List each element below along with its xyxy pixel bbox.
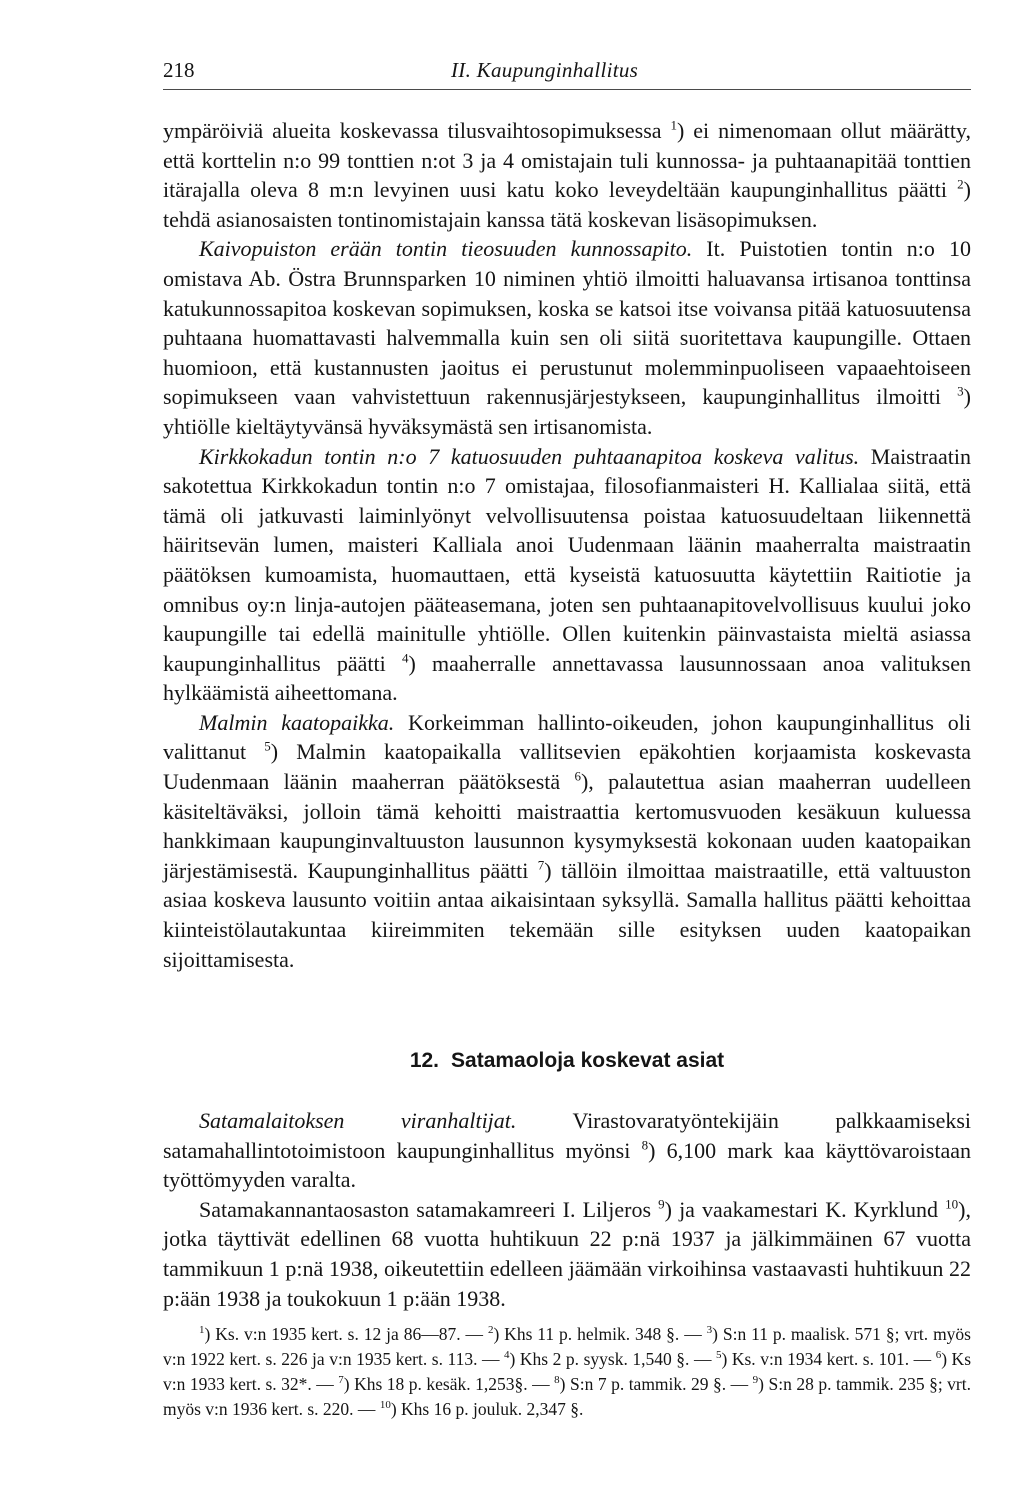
section-title: Satamaoloja koskevat asiat — [451, 1049, 725, 1072]
footnote-block: $^1$) Ks. v:n 1935 kert. s. 12 ja 86—87. — $^2$) Khs 11 p. helmik. 348 §. — $^3$) S:n 11 p. maalisk. 571 §; vrt. myös v:n 1922 kert. s. 226 ja v:n 1935 kert. s. 113. — $^4$) Khs 2 p. syysk. 1,540 §. — $^5$) Ks. v:n 1934 kert. s. 101. — $^6$) Ks v:n 1933 kert. s. 32*. — $^7$) Khs 18 p. kesäk. 1,253§. — $^8$) S:n 7 p. tammik. 29 §. — $^9$) S:n 28 p. tammik. 235 §; vrt. myös v:n 1936 kert. s. 220. — $^{10}$) Khs 16 p. jouluk. 2,347 §. — [163, 1324, 971, 1419]
body-text — [163, 116, 971, 974]
paragraph-1: ympäröiviä alueita koskevassa tilusvaihtosopimuksessa $^1$) ei nimenomaan ollut määrätty, että korttelin n:o 99 tonttien n:ot 3 ja 4 omistajain tuli kunnossa- ja puhtaanapitää tonttien itärajalla oleva 8 m:n levyinen uusi katu koko leveydeltään kaupunginhallitus päätti $^2$) tehdä asianosaisten tontinomistajain kanssa tätä koskevan lisäsopimuksen. — [163, 117, 971, 232]
section-paragraph-1: Satamalaitoksen viranhaltijat. Virastovaratyöntekijäin palkkaamiseksi satamahallintotoimistoon kaupunginhallitus myönsi $^8$) 6,100 mark kaa käyttövaroistaan työttömyyden varalta. — [163, 1108, 972, 1193]
section-body-text — [163, 1106, 971, 1313]
paragraph-heading: Satamalaitoksen viranhaltijat. — [199, 1108, 517, 1133]
footnote-ref: 6 — [574, 768, 581, 784]
footnotes — [163, 1322, 971, 1422]
footnote-ref: 8 — [641, 1137, 649, 1153]
section-paragraph-2: Satamakannantaosaston satamakamreeri I. Liljeros $^9$) ja vaakamestari K. Kyrklund $^{10}$), jotka täyttivät edellinen 68 vuotta huhtikuun 22 p:nä 1937 ja jälkimmäinen 67 vuotta tammikuun 1 p:nä 1938, oikeutettiin edelleen jäämään virkoihinsa vastaavasti huhtikuun 22 p:ään 1938 ja toukokuun 1 p:ään 1938. — [163, 1196, 971, 1311]
footnote-ref: 9 — [658, 1196, 665, 1212]
section-heading — [163, 1049, 971, 1073]
paragraph-4: Malmin kaatopaikka. Korkeimman hallinto-oikeuden, johon kaupunginhallitus oli valittanut $^5$) Malmin kaatopaikalla vallitsevien epäkohtien korjaamista koskevasta Uudenmaan läänin maaherran päätöksestä $^6$), palautettua asian maaherran uudelleen käsiteltäväksi, jolloin tämä kehoitti maistraattia kertomusvuoden kesäkuun kuluessa hankkimaan kaupunginvaltuuston lausunnon kysymyksestä kokonaan uuden kaatopaikan järjestämisestä. Kaupunginhallitus päätti $^7$) tällöin ilmoittaa maistraatille, että valtuuston asiaa koskeva lausunto voitiin antaa aikaisintaan syksyllä. Samalla hallitus päätti kehoittaa kiinteistölautakuntaa kiireimmiten tekemään sille esityksen uuden kaatopaikan sijoittamisesta. — [163, 709, 972, 972]
section-number: 12. — [409, 1049, 440, 1072]
paragraph-heading: Malmin kaatopaikka. — [199, 709, 395, 735]
header-rule — [163, 89, 971, 90]
paragraph-heading: Kirkkokadun tontin n:o 7 katuosuuden puhtaanapitoa koskeva valitus. — [199, 443, 860, 469]
footnote-ref: 7 — [537, 857, 545, 873]
paragraph-heading: Kaivopuiston erään tontin tieosuuden kunnossapito. — [199, 236, 693, 262]
footnote-ref: 4 — [401, 650, 409, 666]
paragraph-3: Kirkkokadun tontin n:o 7 katuosuuden puhtaanapitoa koskeva valitus. Maistraatin sakotettua Kirkkokadun tontin n:o 7 omistajaa, filosofianmaisteri H. Kallialaa siitä, että tämä oli jatkuvasti laiminlyönyt velvollisuutensa poistaa katuosuudeltaan liikennettä häiritsevän lumen, maisteri Kalliala anoi Uudenmaan läänin maaherralta maistraatin päätöksen kumoamista, huomauttaen, että kyseistä katuosuutta käytettiin Raitiotie ja omnibus oy:n linja-autojen pääteasemana, joten sen puhtaanapitovelvollisuus kuului joko kaupungille tai edellä mainitulle yhtiölle. Ollen kuitenkin päinvastaista mieltä asiassa kaupunginhallitus päätti $^4$) maaherralle annettavassa lausunnossaan anoa valituksen hylkäämistä aiheettomana. — [163, 443, 971, 706]
footnote-ref: 1 — [670, 117, 677, 133]
footnote-ref: 3 — [957, 384, 964, 400]
running-title: II. Kaupunginhallitus — [451, 58, 639, 82]
footnote-ref: 10 — [945, 1196, 959, 1212]
page-header — [163, 58, 971, 88]
paragraph-2: Kaivopuiston erään tontin tieosuuden kunnossapito. It. Puistotien tontin n:o 10 omistava Ab. Östra Brunnsparken 10 niminen yhtiö ilmoitti haluavansa irtisanoa tonttinsa katukunnossapitoa koskevan sopimuksen, koska se katsoi itse voivansa pitää katuosuutensa puhtaana huomattavasti halvemmalla kuin sen oli siitä suoritettava kaupungille. Ottaen huomioon, että kustannusten jaoitus ei perustunut molemminpuoliseen vapaaehtoiseen sopimukseen vaan vahvistettuun rakennusjärjestykseen, kaupunginhallitus ilmoitti $^3$) yhtiölle kieltäytyvänsä hyväksymästä sen irtisanomista. — [163, 236, 971, 439]
footnote-ref: 2 — [957, 176, 964, 192]
footnote-ref: 5 — [264, 739, 271, 755]
page-number: 218 — [163, 58, 195, 82]
